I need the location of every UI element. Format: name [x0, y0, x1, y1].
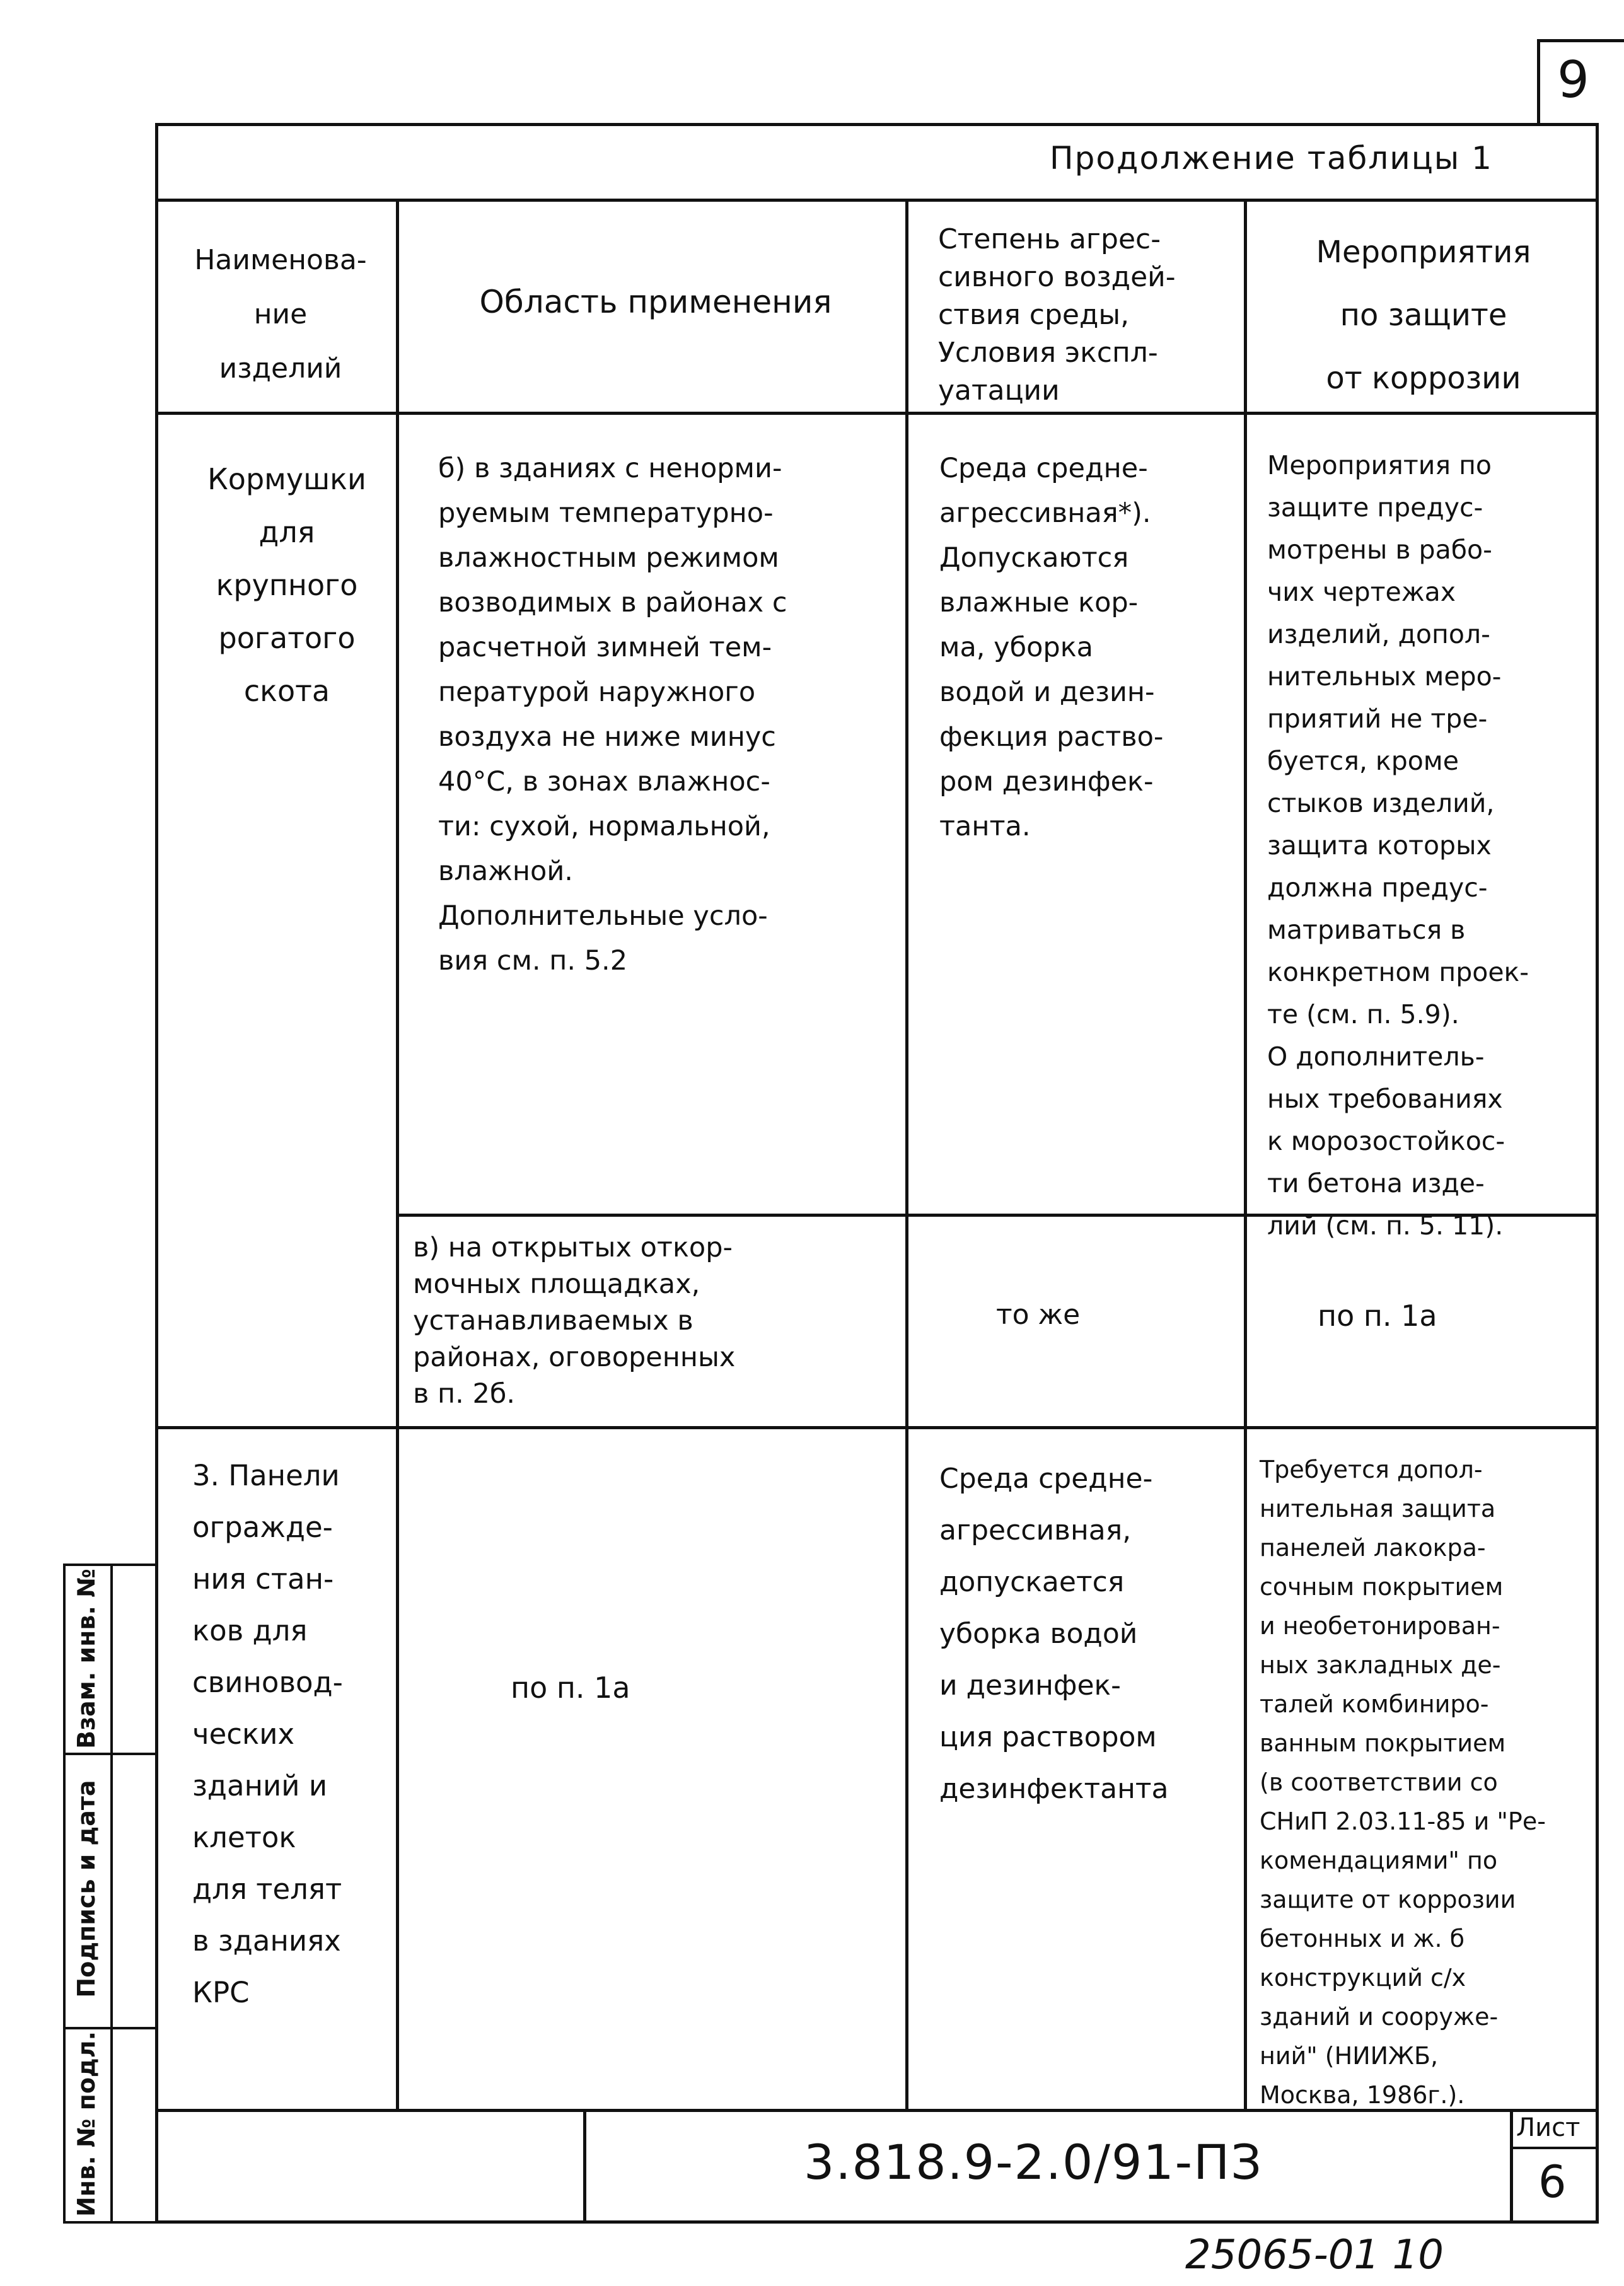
side-stamp-vzam-inv: Взам. инв. №: [72, 1569, 100, 1749]
row-feeders-measures-b: Мероприятия по защите предус- мотрены в рабо- чих чертежах изделий, допол- нительных меро- приятий не тре- буется, кроме стыков изделий, защита которых должна предус- матриваться в конкретном проек- те (см. п. 5.9). О дополнитель- ных требованиях к морозостойкос- ти бетона изде- лий (см. п. 5. 11).: [1267, 450, 1529, 1241]
archive-number: 25065-01 10: [1185, 2232, 1444, 2278]
row-feeders-measures-v: по п. 1а: [1318, 1299, 1437, 1333]
row-v-bottom-line: [155, 1426, 1599, 1429]
row-feeders-degree-b: Среда средне- агрессивная*). Допускаются влажные кор- ма, уборка водой и дезин- фекция раство- ром дезинфек- танта.: [939, 453, 1164, 842]
corner-page-number: 9: [1557, 50, 1589, 109]
title-block-divider-2: [1510, 2109, 1513, 2224]
document-code: 3.818.9-2.0/91-ПЗ: [804, 2134, 1263, 2190]
continuation-label: Продолжение таблицы 1: [1050, 140, 1493, 177]
row-panels-measures: Требуется допол- нительная защита панелей лакокра- сочным покрытием и необетонирован- ных закладных де- талей комбиниро- ванным покрытием (в соответствии со СНиП 2.03.11-85 и "Ре- комендациями" по защите от коррозии бетонных и ж. б конструкций с/х зданий и сооруже- ний" (НИИЖБ, Москва, 1986г.).: [1260, 1456, 1546, 2109]
row-feeders-name: Кормушки для крупного рогатого скота: [207, 462, 366, 708]
side-stamp-left-line: [110, 1564, 113, 2224]
col-divider-2: [905, 199, 908, 2109]
header-protection-measures: Мероприятия по защите от коррозии: [1316, 235, 1531, 396]
row-panels-name: 3. Панели огражде- ния стан- ков для свиновод- ческих зданий и клеток для телят в зданиях КРС: [192, 1459, 343, 2009]
list-label: Лист: [1516, 2113, 1580, 2142]
side-stamp-podpis-data: Подпись и дата: [72, 1780, 100, 1998]
col-divider-3: [1244, 199, 1247, 2109]
header-application-area: Область применения: [479, 284, 832, 320]
header-aggression-degree: Степень агрес- сивного воздей- ствия среды, Условия экспл- уатации: [938, 223, 1176, 407]
header-top-line: [155, 199, 1599, 202]
corner-box-left: [1537, 39, 1540, 124]
side-stamp-inv-podl: Инв. № подл.: [72, 2031, 100, 2217]
row-feeders-area-b: б) в зданиях с ненорми- руемым температурно- влажностным режимом возводимых в районах с расчетной зимней тем- пературой наружного воздуха не ниже минус 40°С, в зонах влажнос- ти: сухой, нормальной, влажной. Дополнительные усло- вия см. п. 5.2: [438, 453, 787, 977]
row-panels-area: по п. 1а: [511, 1671, 630, 1705]
row-feeders-degree-v: то же: [996, 1299, 1081, 1331]
header-bottom-line: [155, 412, 1599, 415]
col-divider-1: [396, 199, 399, 2109]
row-feeders-area-v: в) на открытых откор- мочных площадках, устанавливаемых в районах, оговоренных в п. 2б.: [413, 1232, 736, 1410]
corner-box-top: [1537, 39, 1624, 42]
list-number: 6: [1538, 2156, 1567, 2208]
list-label-line: [1510, 2147, 1599, 2149]
title-block-divider-1: [583, 2109, 586, 2224]
header-product-name: Наименова- ние изделий: [194, 244, 367, 385]
row-panels-degree: Среда средне- агрессивная, допускается уборка водой и дезинфек- ция раствором дезинфектанта: [939, 1463, 1169, 1805]
side-stamp-mid-line: [63, 1564, 66, 2224]
